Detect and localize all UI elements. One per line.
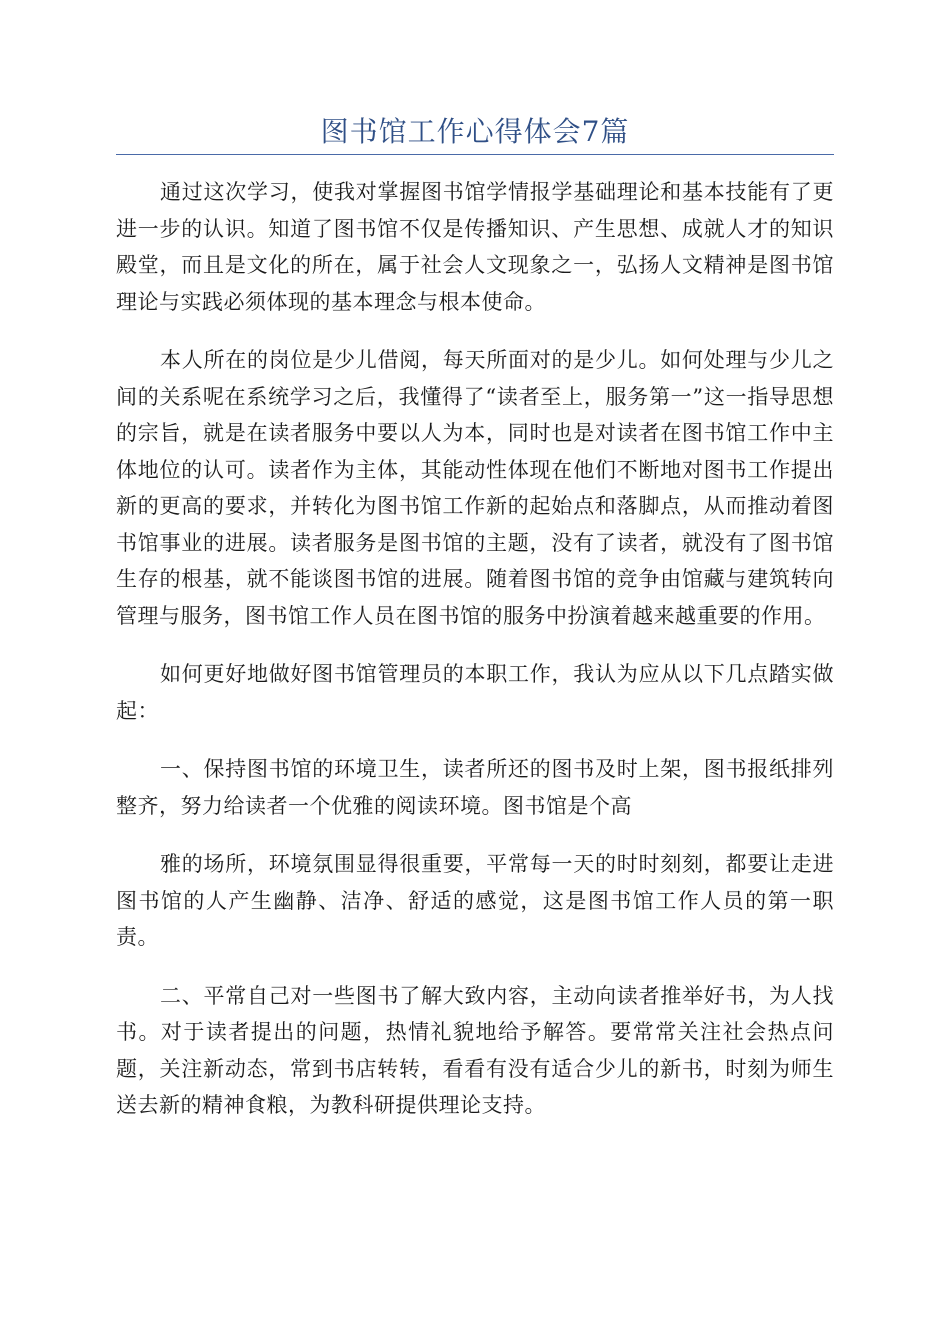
paragraph-6: 二、平常自己对一些图书了解大致内容，主动向读者推举好书，为人找书。对于读者提出的问题，热情礼貌地给予解答。要常常关注社会热点问题，关注新动态，常到书店转转，看看有没有适合少儿的新书，时刻为师生送去新的精神食粮，为教科研提供理论支持。 [116, 983, 834, 1117]
paragraph-1: 通过这次学习，使我对掌握图书馆学情报学基础理论和基本技能有了更进一步的认识。知道了图书馆不仅是传播知识、产生思想、成就人才的知识殿堂，而且是文化的所在，属于社会人文现象之一，弘扬人文精神是图书馆理论与实践必须体现的基本理念与根本使命。 [116, 180, 834, 314]
paragraph-2: 本人所在的岗位是少儿借阅，每天所面对的是少儿。如何处理与少儿之间的关系呢在系统学习之后，我懂得了“读者至上，服务第一”这一指导思想的宗旨，就是在读者服务中要以人为本，同时也是对读者在图书馆工作中主体地位的认可。读者作为主体，其能动性体现在他们不断地对图书工作提出新的更高的要求，并转化为图书馆工作新的起始点和落脚点，从而推动着图书馆事业的进展。读者服务是图书馆的主题，没有了读者，就没有了图书馆生存的根基，就不能谈图书馆的进展。随着图书馆的竞争由馆藏与建筑转向管理与服务，图书馆工作人员在图书馆的服务中扮演着越来越重要的作用。 [116, 348, 834, 628]
paragraph-3: 如何更好地做好图书馆管理员的本职工作，我认为应从以下几点踏实做起： [116, 662, 834, 723]
document-body [116, 174, 834, 1146]
document-title: 图书馆工作心得体会7篇 [320, 115, 630, 148]
paragraph-5: 雅的场所，环境氛围显得很重要，平常每一天的时时刻刻，都要让走进图书馆的人产生幽静、洁净、舒适的感觉，这是图书馆工作人员的第一职责。 [116, 852, 834, 949]
paragraph-4: 一、保持图书馆的环境卫生，读者所还的图书及时上架，图书报纸排列整齐，努力给读者一个优雅的阅读环境。图书馆是个高 [116, 757, 834, 818]
title-underline [116, 154, 834, 155]
